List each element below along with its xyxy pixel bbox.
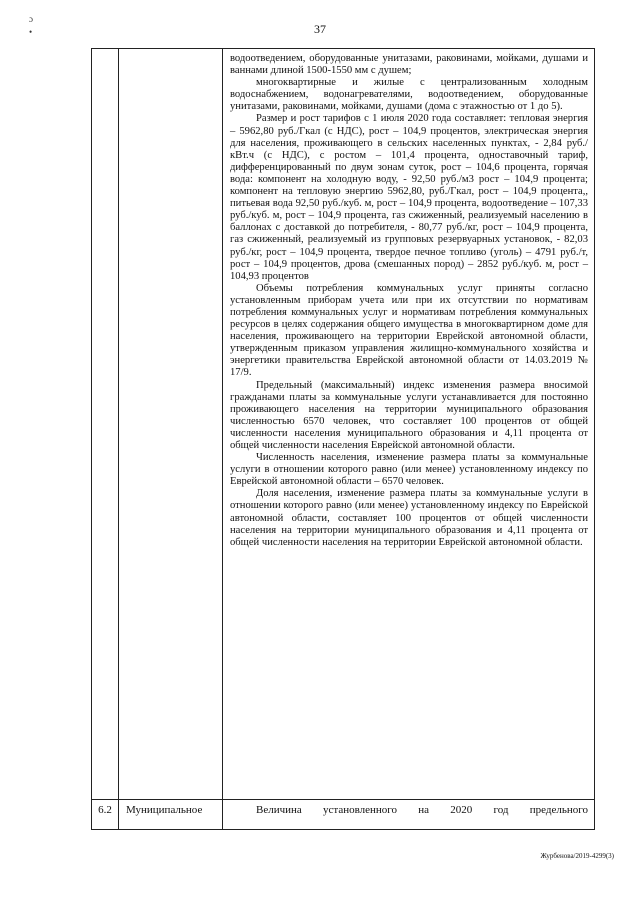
paragraph: многоквартирные и жилые с централизованным холодным водоснабжением, водонагревателями, водоотведением, оборудованные унитазами, раковинами, мойками, душами (дома с этажностью от 1 до 5). <box>230 77 588 113</box>
paragraph: Численность населения, изменение размера платы за коммунальные услуги в отношении которого равно (или менее) установленному индексу по Еврейской автономной области – 6570 человек. <box>230 452 588 488</box>
table-column-divider <box>118 49 119 829</box>
footer-code: Журбенова/2019-4299(3) <box>540 852 614 860</box>
paragraph: водоотведением, оборудованные унитазами, раковинами, мойками, душами и ваннами длиной 1500-1550 мм с душем; <box>230 53 588 77</box>
page-number: 37 <box>314 22 326 36</box>
paragraph: Доля населения, изменение размера платы за коммунальные услуги в отношении которого равно (или менее) установленному индексу по Еврейской автономной области, составляет 100 процентов от общей численности населения на территории муниципального образования и 4,11 процента от общей численности населения на территории Еврейской автономной области. <box>230 488 588 548</box>
table-cell-content <box>230 53 588 549</box>
paragraph: Объемы потребления коммунальных услуг приняты согласно установленным приборам учета или при их отсутствии по нормативам потребления коммунальных услуг и нормативам потребления коммунальных ресурсов в целях содержания общего имущества в многоквартирном доме для населения, проживающего на территории Еврейской автономной области, утвержденным приказом управления жилищно-коммунального хозяйства и энергетики правительства Еврейской автономной области от 14.03.2019 № 17/9. <box>230 282 588 379</box>
margin-mark: ɔ <box>29 14 33 24</box>
table-column-divider <box>222 49 223 829</box>
row-number: 6.2 <box>98 804 112 816</box>
row-name: Муниципальное <box>126 804 203 816</box>
margin-mark: • <box>29 27 33 37</box>
paragraph: Размер и рост тарифов с 1 июля 2020 года составляет: тепловая энергия – 5962,80 руб./Гкал (с НДС), рост – 104,9 процентов, электрическая энергия для населения, проживающего в сельских населенных пунктах, - 2,84 руб./кВт.ч (с НДС), с ростом – 101,4 процента, одноставочный тариф, дифференцированный по двум зонам суток, рост – 104,6 процента, горячая вода: компонент на холодную воду, - 92,50 руб./м3 рост – 104,9 процента; компонент на тепловую энергию 5962,80, руб./Гкал, рост – 104,9 процента,, питьевая вода 92,50 руб./куб. м, рост – 104,9 процента, водоотведение – 107,33 руб./куб. м, рост – 104,9 процента, газ сжиженный, реализуемый населению в баллонах с доставкой до потребителя, - 80,77 руб./кг, рост – 104,9 процента, газ сжиженный, реализуемый из групповых резервуарных установок, - 82,03 руб./кг, рост – 104,9 процента, твердое печное топливо (уголь) – 4791 руб./т, рост – 104,9 процентов, дрова (смешанных пород) – 2852 руб./куб. м, рост – 104,93 процентов <box>230 113 588 282</box>
table-row-divider <box>92 799 594 800</box>
paragraph: Предельный (максимальный) индекс изменения размера вносимой гражданами платы за коммунальные услуги устанавливается для постоянно проживающего населения на территории муниципального образования численностью 6570 человек, что составляет 100 процентов от общей численности населения муниципального образования и 4,11 процента от общей численности населения Еврейской автономной области. <box>230 379 588 451</box>
document-table <box>91 48 595 830</box>
row-text: Величина установленного на 2020 год предельного <box>256 804 588 816</box>
